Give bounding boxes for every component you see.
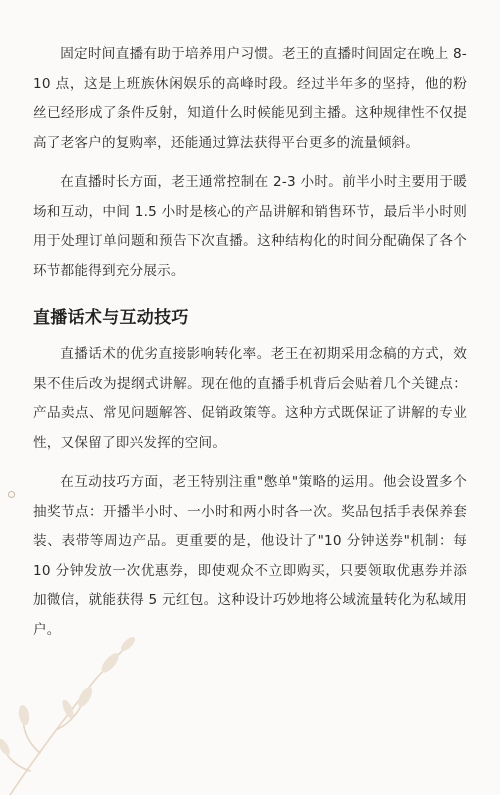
decorative-dot bbox=[8, 491, 15, 498]
document-body bbox=[33, 40, 467, 655]
section-heading: 直播话术与互动技巧 bbox=[33, 308, 189, 328]
paragraph-script: 直播话术的优劣直接影响转化率。老王在初期采用念稿的方式，效果不佳后改为提纲式讲解。现在他的直播手机背后会贴着几个关键点：产品卖点、常见问题解答、促销政策等。这种方式既保证了讲解的专业性，又保留了即兴发挥的空间。 bbox=[33, 346, 467, 451]
paragraph-interaction: 在互动技巧方面，老王特别注重"憋单"策略的运用。他会设置多个抽奖节点：开播半小时、一小时和两小时各一次。奖品包括手表保养套装、表带等周边产品。更重要的是，他设计了"10 分钟送券"机制：每 10 分钟发放一次优惠券，即使观众不立即购买，只要领取优惠券并添加微信，就能获得 5 元红包。这种设计巧妙地将公域流量转化为私域用户。 bbox=[33, 474, 467, 638]
paragraph-duration: 在直播时长方面，老王通常控制在 2-3 小时。前半小时主要用于暖场和互动，中间 1.5 小时是核心的产品讲解和销售环节，最后半小时则用于处理订单问题和预告下次直播。这种结构化的时间分配确保了各个环节都能得到充分展示。 bbox=[33, 174, 467, 279]
paragraph-fixed-time: 固定时间直播有助于培养用户习惯。老王的直播时间固定在晚上 8-10 点，这是上班族休闲娱乐的高峰时段。经过半年多的坚持，他的粉丝已经形成了条件反射，知道什么时候能见到主播。这种规律性不仅提高了老客户的复购率，还能通过算法获得平台更多的流量倾斜。 bbox=[33, 46, 467, 151]
